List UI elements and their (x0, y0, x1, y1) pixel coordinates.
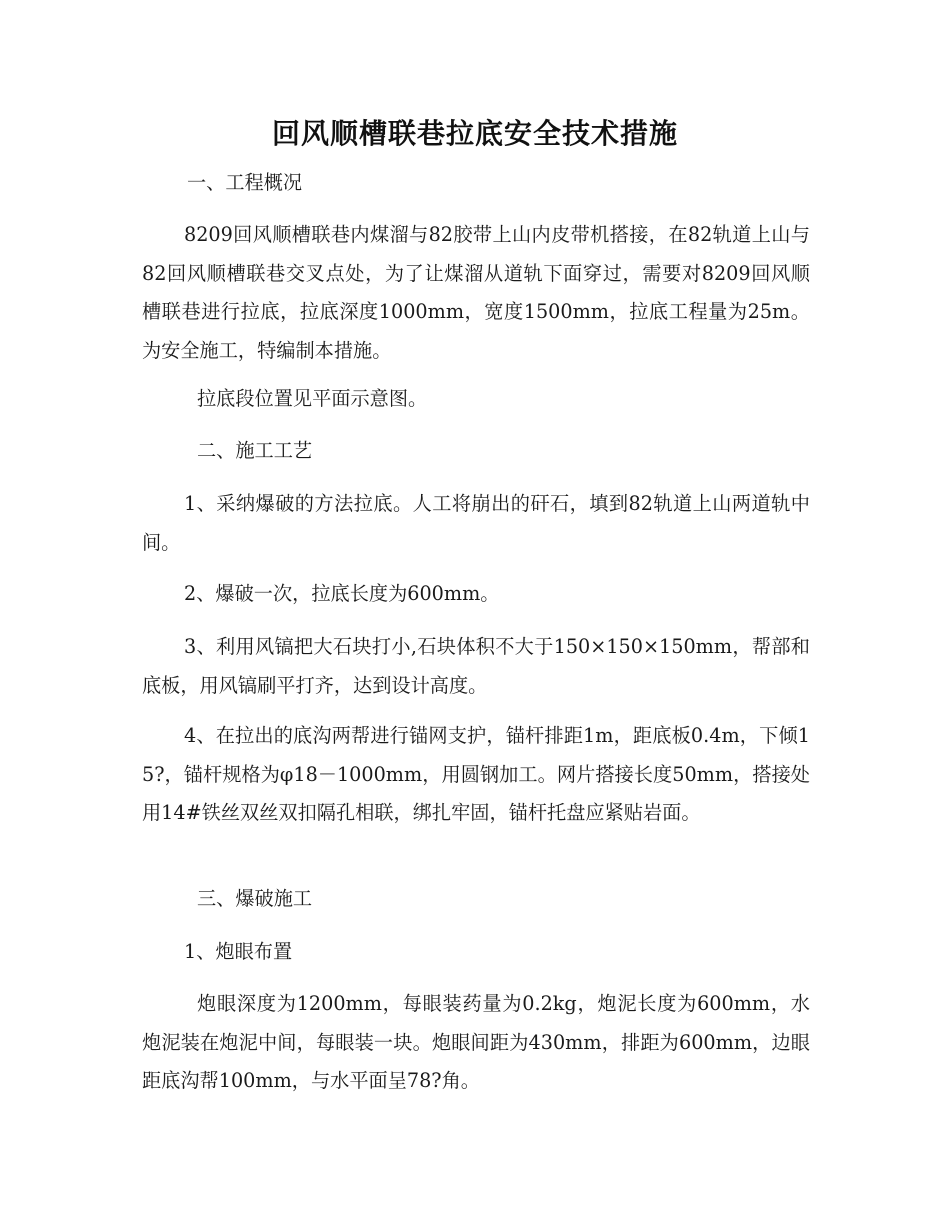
list-item-process-3: 3、利用风镐把大石块打小,石块体积不大于150×150×150mm，帮部和底板，用风镐刷平打齐，达到设计高度。 (142, 635, 810, 697)
list-item-process-2: 2、爆破一次，拉底长度为600mm。 (184, 582, 500, 605)
section-heading-overview: 一、工程概况 (187, 171, 303, 194)
section-heading-blasting: 三、爆破施工 (197, 887, 313, 910)
paragraph-overview: 8209回风顺槽联巷内煤溜与82胶带上山内皮带机搭接，在82轨道上山与82回风顺槽联巷交叉点处，为了让煤溜从道轨下面穿过，需要对8209回风顺槽联巷进行拉底，拉底深度1000mm，宽度1500mm，拉底工程量为25m。为安全施工，特编制本措施。 (142, 223, 810, 362)
list-item-process-4: 4、在拉出的底沟两帮进行锚网支护，锚杆排距1m，距底板0.4m，下倾15?，锚杆规格为φ18－1000mm，用圆钢加工。网片搭接长度50mm，搭接处用14#铁丝双丝双扣隔孔相联，绑扎牢固，锚杆托盘应紧贴岩面。 (142, 724, 810, 824)
list-item-process-1: 1、采纳爆破的方法拉底。人工将崩出的矸石，填到82轨道上山两道轨中间。 (142, 492, 810, 554)
paragraph-blasthole-layout: 炮眼深度为1200mm，每眼装药量为0.2kg，炮泥长度为600mm，水炮泥装在炮泥中间，每眼装一块。炮眼间距为430mm，排距为600mm，边眼距底沟帮100mm，与水平面呈78?角。 (142, 992, 810, 1092)
subheading-blasthole-layout: 1、炮眼布置 (184, 940, 293, 963)
paragraph-location-note: 拉底段位置见平面示意图。 (197, 387, 428, 410)
section-heading-process: 二、施工工艺 (197, 439, 313, 462)
document-title: 回风顺槽联巷拉底安全技术措施 (271, 117, 678, 150)
